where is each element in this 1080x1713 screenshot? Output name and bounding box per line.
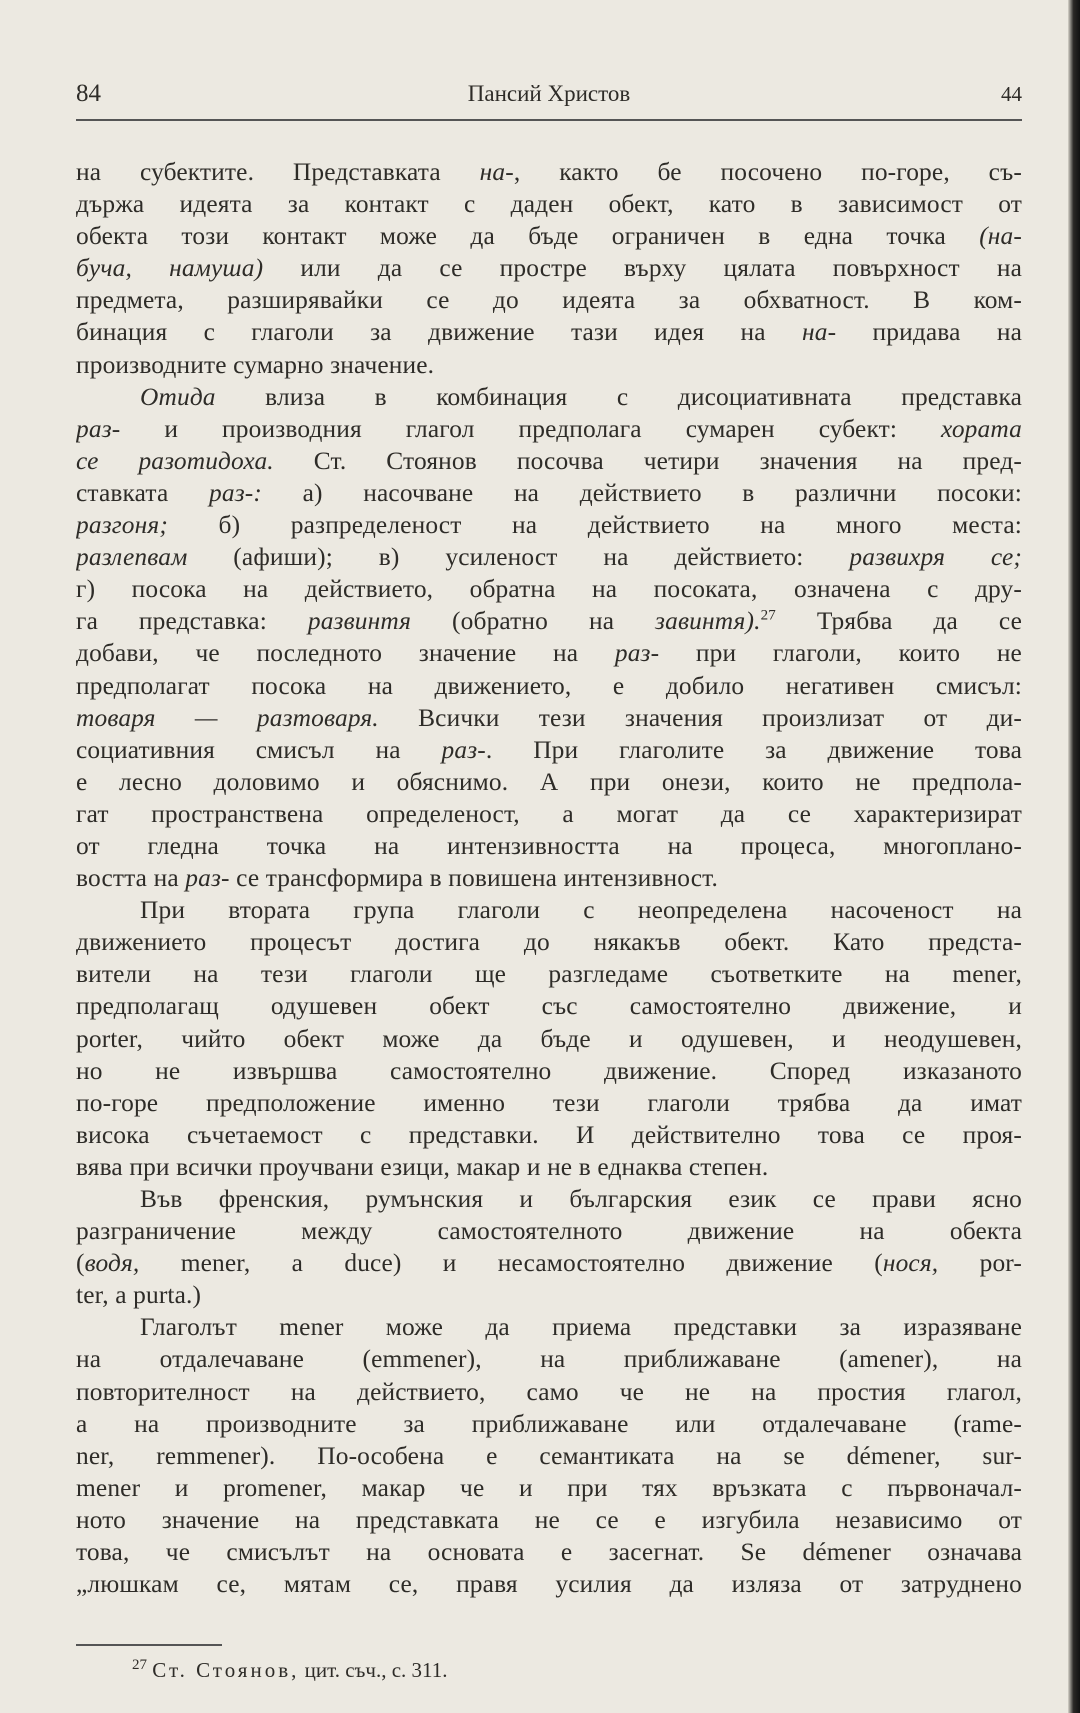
text-line: обекта този контакт може да бъде ограничен в една точка (на- <box>76 222 1022 251</box>
footnote-rule <box>76 1644 222 1646</box>
text-line: по-горе предположение именно тези глаголи трябва да имат <box>76 1088 1022 1117</box>
text-line: висока съчетаемост с представки. И действително това се проя- <box>76 1120 1022 1149</box>
text-line: от гледна точка на интензивността на процеса, многоплано- <box>76 831 1022 860</box>
text-line: се разотидоха. Ст. Стоянов посочва четири значения на пред- <box>76 446 1022 475</box>
text-line: га представка: развинтя (обратно на завинтя).$^{27}$ Трябва да се <box>76 607 1022 636</box>
running-header <box>76 74 1022 114</box>
footnote <box>132 1655 447 1685</box>
text-line: бинация с глаголи за движение тази идея на на- придава на <box>76 318 1022 347</box>
footnote-author: Ст. Стоянов, <box>152 1658 300 1682</box>
page-number: 84 <box>76 80 101 107</box>
footnote-number: 27 <box>132 1657 147 1673</box>
text-line: вители на тези глаголи ще разгледаме съответките на mener, <box>76 960 1022 989</box>
header-rule <box>76 119 1022 121</box>
book-spine-shadow <box>1068 0 1080 1713</box>
text-line: предполагащ одушевен обект със самостоятелно движение, и <box>76 992 1022 1021</box>
text-line: ner, remmener). По-особена е семантиката на se démener, sur- <box>76 1441 1022 1470</box>
text-line: е лесно доловимо и обяснимо. А при онези, които не предпола- <box>76 767 1022 796</box>
text-line: добави, че последното значение на раз- при глаголи, които не <box>76 639 1022 668</box>
text-line: но не извършва самостоятелно движение. Според изказаното <box>76 1056 1022 1085</box>
text-line: г) посока на действието, обратна на посоката, означена с дру- <box>76 575 1022 604</box>
footnote-citation: цит. съч., с. 311. <box>299 1658 448 1682</box>
text-line: Отида влиза в комбинация с дисоциативната представка <box>140 382 1022 411</box>
secondary-page-number: 44 <box>1001 82 1022 106</box>
text-line: разгоня; б) разпределеност на действието на много места: <box>76 511 1022 540</box>
text-line: предмета, разширявайки се до идеята за обхватност. В ком- <box>76 286 1022 315</box>
text-line: ното значение на представката не се е изгубила независимо от <box>76 1505 1022 1534</box>
text-line: товаря — разтоваря. Всички тези значения произлизат от ди- <box>76 703 1022 732</box>
text-line: гат пространствена определеност, а могат да се характеризират <box>76 799 1022 828</box>
text-line: разлепвам (афиши); в) усиленост на действието: развихря се; <box>76 543 1022 572</box>
text-line: движението процесът достига до някакъв обект. Като предста- <box>76 928 1022 957</box>
text-line: porter, чийто обект може да бъде и одушевен, и неодушевен, <box>76 1024 1022 1053</box>
text-line: ter, a purta.) <box>76 1281 202 1310</box>
text-line: социативния смисъл на раз-. При глаголите за движение това <box>76 735 1022 764</box>
text-line: държа идеята за контакт с даден обект, като в зависимост от <box>76 190 1022 219</box>
text-line: на отдалечаване (emmener), на приближаване (amener), на <box>76 1345 1022 1374</box>
text-line: на субектите. Представката на-, както бе посочено по-горе, съ- <box>76 158 1022 186</box>
text-line: ставката раз-: а) насочване на действието в различни посоки: <box>76 478 1022 507</box>
text-line: При втората група глаголи с неопределена насоченост на <box>140 896 1022 925</box>
text-line: вява при всички проучвани езици, макар и не в еднаква степен. <box>76 1152 769 1181</box>
text-line: раз- и производния глагол предполага сумарен субект: хората <box>76 414 1022 443</box>
text-line: производните сумарно значение. <box>76 350 435 379</box>
text-line: „люшкам се, мятам се, правя усилия да изляза от затруднено <box>76 1570 1022 1599</box>
text-line: повторителност на действието, само че не на простия глагол, <box>76 1377 1022 1406</box>
text-line: востта на раз- се трансформира в повишена интензивност. <box>76 864 718 893</box>
text-line: Глаголът mener може да приема представки за изразяване <box>140 1313 1022 1342</box>
text-line: това, че смисълът на основата е засегнат. Se démener означава <box>76 1538 1022 1567</box>
text-line: Във френския, румънския и българския език се прави ясно <box>140 1185 1022 1213</box>
text-line: бyчa, намуша) или да се простре върху цялата повърхност на <box>76 254 1022 283</box>
text-line: а на производните за приближаване или отдалечаване (rame- <box>76 1409 1022 1438</box>
body-text <box>76 156 1022 1600</box>
text-line: предполагат посока на движението, е добило негативен смисъл: <box>76 671 1022 700</box>
running-title: Пансий Христов <box>467 81 631 106</box>
text-line: (водя, mener, a duce) и несамостоятелно движение (нося, por- <box>76 1249 1022 1278</box>
text-line: разграничение между самостоятелното движение на обекта <box>76 1217 1022 1246</box>
text-line: mener и promener, макар че и при тях връзката с първоначал- <box>76 1473 1022 1502</box>
